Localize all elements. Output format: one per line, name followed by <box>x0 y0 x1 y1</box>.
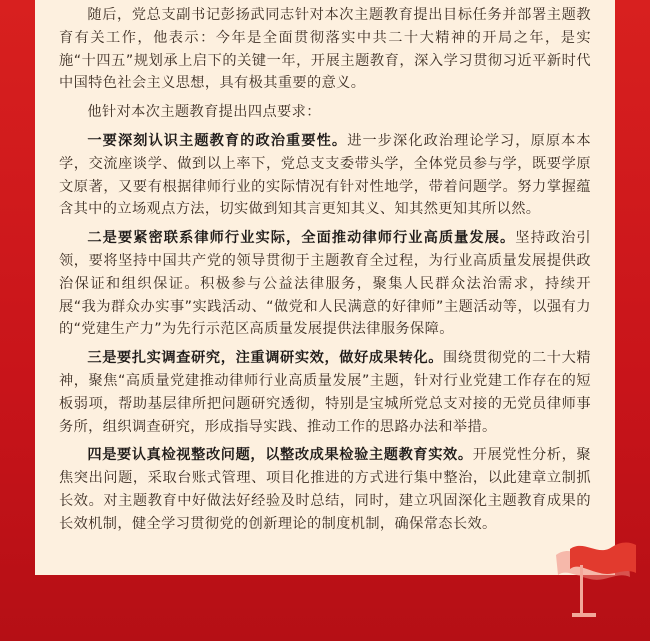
paragraph-lead: 一要深刻认识主题教育的政治重要性。 <box>87 132 348 149</box>
paragraph-1 <box>59 4 591 95</box>
paragraph-text: 进一步深化政治理论学习，原原本本学，交流座谈学、做到以上率下，党总支支委带头学，全体党员参与学，既要学原文原著，又要有根据律师行业的实际情况有针对性地学，带着问题学。努力掌握蕴含其中的立场观点方法，切实做到知其言更知其义、知其然更知其所以然。 <box>59 132 591 218</box>
paragraph-4 <box>59 227 591 341</box>
paragraph-lead: 三是要扎实调查研究，注重调研实效，做好成果转化。 <box>87 350 444 367</box>
paragraph-5 <box>59 347 591 438</box>
paragraph-2 <box>59 101 591 124</box>
paragraph-3 <box>59 130 591 221</box>
paragraph-text: 他针对本次主题教育提出四点要求： <box>87 104 321 121</box>
article-body <box>59 4 591 536</box>
paragraph-lead: 二是要紧密联系律师行业实际，全面推动律师行业高质量发展。 <box>87 230 516 247</box>
party-flag-icon <box>550 535 646 619</box>
paragraph-text: 随后，党总支副书记彭扬武同志针对本次主题教育提出目标任务并部署主题教育有关工作，他表示：今年是全面贯彻落实中共二十大精神的开局之年，是实施“十四五”规划承上启下的关键一年，开展主题教育，深入学习贯彻习近平新时代中国特色社会主义思想，具有极其重要的意义。 <box>59 7 591 92</box>
paragraph-text: 围绕贯彻党的二十大精神，聚焦“高质量党建推动律师行业高质量发展”主题，针对行业党建工作存在的短板弱项，帮助基层律所把问题研究透彻，特别是宝城所党总支对接的无党员律师事务所，组织调查研究，形成指导实践、推动工作的思路办法和举措。 <box>59 350 591 435</box>
paragraph-text: 开展党性分析，聚焦突出问题，采取台账式管理、项目化推进的方式进行集中整治，以此建章立制抓长效。对主题教育中好做法好经验及时总结，同时，建立巩固深化主题教育成果的长效机制，健全学习贯彻党的创新理论的制度机制，确保常态长效。 <box>59 447 592 532</box>
paragraph-6 <box>59 444 591 535</box>
paragraph-lead: 四是要认真检视整改问题，以整改成果检验主题教育实效。 <box>87 447 473 464</box>
article-panel <box>35 0 615 575</box>
paragraph-text: 坚持政治引领，要将坚持中国共产党的领导贯彻于主题教育全过程，为行业高质量发展提供政治保证和组织保证。积极参与公益法律服务，聚集人民群众法治需求，持续开展“我为群众办实事”实践活动、“做党和人民满意的好律师”主题活动等，以强有力的“党建生产力”为先行示范区高质量发展提供法律服务保障。 <box>59 230 591 338</box>
